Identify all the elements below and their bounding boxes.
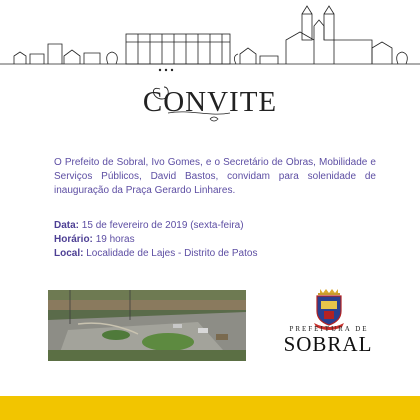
time-value: 19 horas [95,234,135,245]
date-value: 15 de fevereiro de 2019 (sexta-feira) [81,220,244,231]
time-label: Horário: [54,234,93,245]
event-details [54,219,374,261]
logo-prefeitura-text: PREFEITURA DE [289,325,369,333]
place-value: Localidade de Lajes - Distrito de Patos [86,248,258,259]
place-line [54,247,374,261]
bottom-color-bar [0,396,420,420]
date-line [54,219,374,233]
date-label: Data: [54,220,80,231]
time-line [54,233,374,247]
invitation-body-text: O Prefeito de Sobral, Ivo Gomes, e o Secretário de Obras, Mobilidade e Serviços Públicos, David Bastos, convidam para solenidade de inauguração da Praça Gerardo Linhares. [54,157,376,196]
logo-sobral-text: SOBRAL [283,332,373,356]
city-skyline-illustration [0,0,420,80]
invitation-title: CONVITE [142,86,278,118]
plaza-aerial-photo [48,290,246,361]
place-label: Local: [54,248,84,259]
